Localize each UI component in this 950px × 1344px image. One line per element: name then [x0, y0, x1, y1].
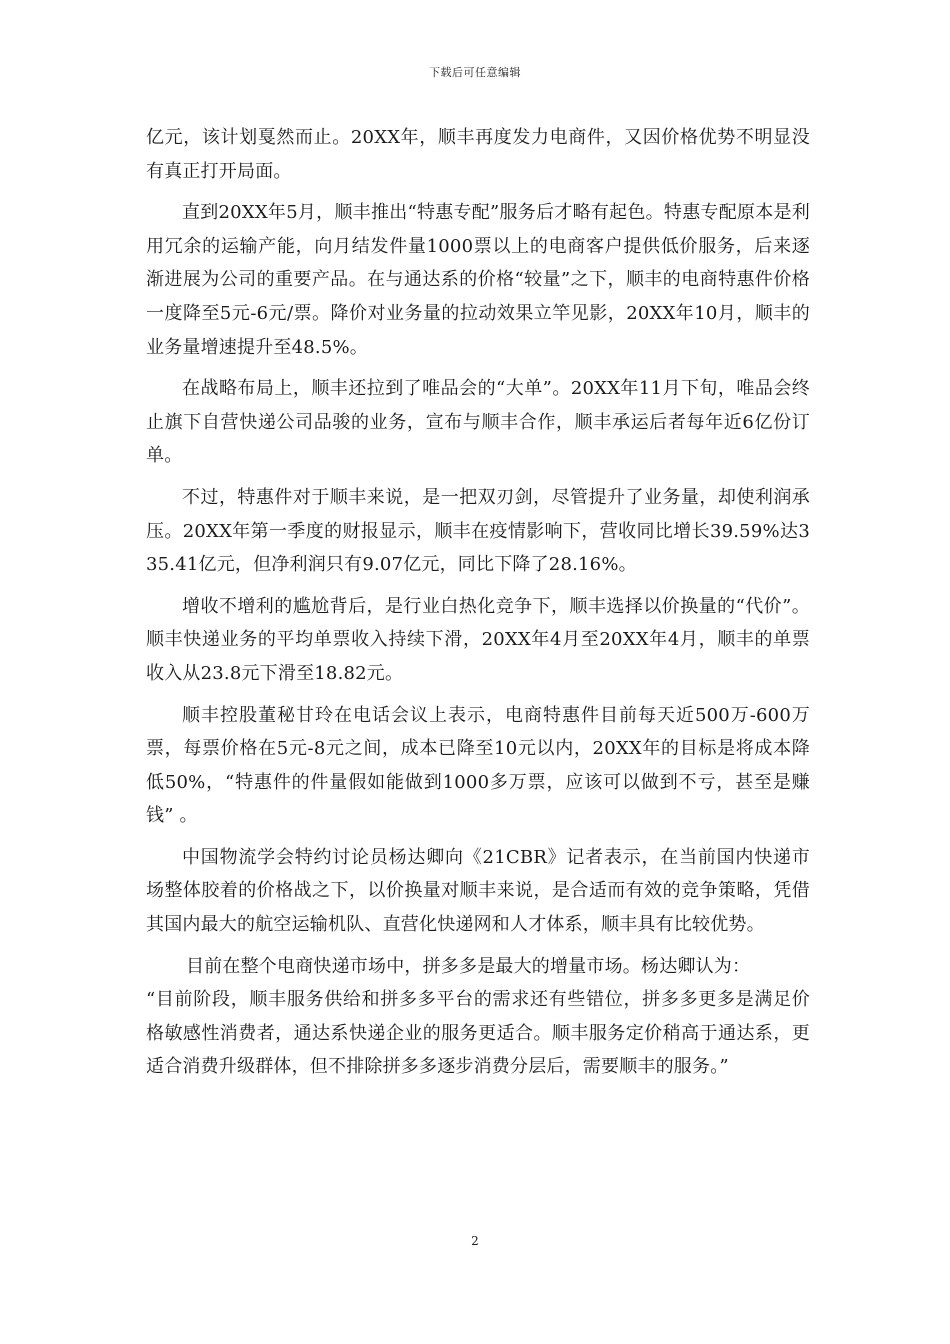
paragraph-3: 在战略布局上，顺丰还拉到了唯品会的“大单”。20XX年11月下旬，唯品会终止旗下自营快递公司品骏的业务，宣布与顺丰合作，顺丰承运后者每年近6亿份订单。	[146, 378, 810, 467]
paragraph-1: 亿元，该计划戛然而止。20XX年，顺丰再度发力电商件，又因价格优势不明显没有真正打开局面。	[146, 127, 810, 182]
page-number: 2	[471, 1234, 479, 1248]
paragraph-5: 增收不增利的尴尬背后，是行业白热化竞争下，顺丰选择以价换量的“代价”。顺丰快递业务的平均单票收入持续下滑，20XX年4月至20XX年4月，顺丰的单票收入从23.8元下滑至18.82元。	[146, 595, 810, 684]
paragraph-6: 顺丰控股董秘甘玲在电话会议上表示，电商特惠件目前每天近500万-600万票，每票价格在5元-8元之间，成本已降至10元以内，20XX年的目标是将成本降低50%，“特惠件的件量假如能做到1000多万票，应该可以做到不亏，甚至是赚钱” 。	[146, 704, 810, 827]
paragraph-9-quote: “目前阶段，顺丰服务供给和拼多多平台的需求还有些错位，拼多多更多是满足价格敏感性消费者，通达系快递企业的服务更适合。顺丰服务定价稍高于通达系，更适合消费升级群体，但不排除拼多多逐步消费分层后，需要顺丰的服务。”	[146, 989, 810, 1078]
document-body	[146, 121, 810, 1092]
paragraph-8: 目前在整个电商快递市场中，拼多多是最大的增量市场。杨达卿认为：	[186, 955, 751, 977]
page-header: 下载后可任意编辑	[429, 66, 521, 79]
paragraph-7: 中国物流学会特约讨论员杨达卿向《21CBR》记者表示，在当前国内快递市场整体胶着的价格战之下，以价换量对顺丰来说，是合适而有效的竞争策略，凭借其国内最大的航空运输机队、直营化快递网和人才体系，顺丰具有比较优势。	[146, 846, 810, 936]
paragraph-2: 直到20XX年5月，顺丰推出“特惠专配”服务后才略有起色。特惠专配原本是利用冗余的运输产能，向月结发件量1000票以上的电商客户提供低价服务，后来逐渐进展为公司的重要产品。在与通达系的价格“较量”之下，顺丰的电商特惠件价格一度降至5元-6元/票。降价对业务量的拉动效果立竿见影，20XX年10月，顺丰的业务量增速提升至48.5%。	[146, 202, 810, 358]
paragraph-4: 不过，特惠件对于顺丰来说，是一把双刃剑，尽管提升了业务量，却使利润承压。20XX年第一季度的财报显示，顺丰在疫情影响下，营收同比增长39.59%达335.41亿元，但净利润只有9.07亿元，同比下降了28.16%。	[146, 486, 810, 576]
